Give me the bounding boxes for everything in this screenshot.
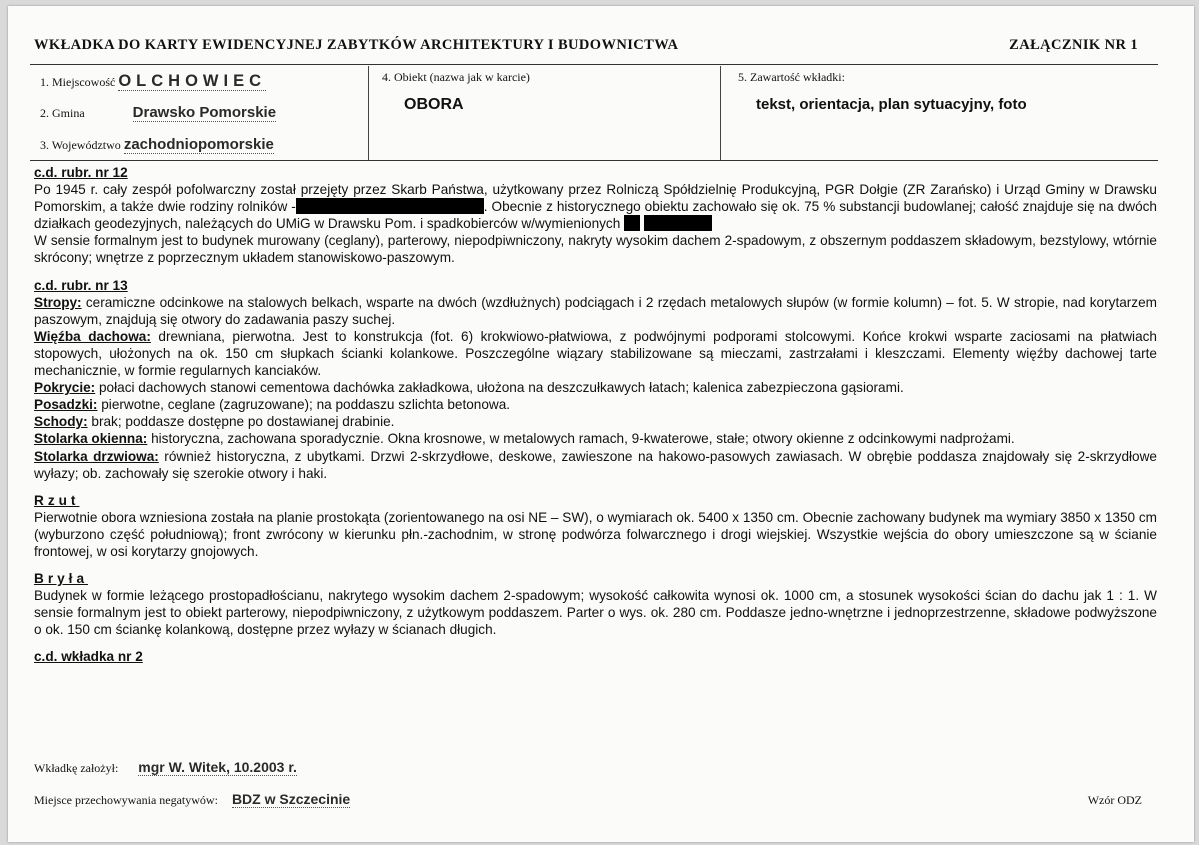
section-heading-rzut: Rzut [34,492,80,508]
rzut-paragraph: Pierwotnie obora wzniesiona została na planie prostokąta (zorientowanego na osi NE – SW), o wymiarach ok. 5400 x 1350 cm. Obecnie zachowany budynek ma wymiary 3850 x 1350 cm (wyburzono część południową); front zwrócony w kierunku płn.-zachodnim, w stronę podwórza folwarcznego i drogi wiejskiej. Wszystkie wejścia do obory umieszczone są w ścianie frontowej, w osi korytarzy gnojowych. [34,509,1157,559]
object-value: OBORA [404,96,464,113]
author-value: mgr W. Witek, 10.2003 r. [138,759,297,775]
entry-label: Pokrycie: [34,380,96,396]
field-contents-label: 5. Zawartość wkładki: [738,70,845,84]
stropy-entry [34,294,1157,328]
voivodeship-value: zachodniopomorskie [123,136,274,153]
entry-text: pierwotne, ceglane (zagruzowane); na poddaszu szlichta betonowa. [97,397,511,413]
entry-label: Stropy: [34,294,82,310]
column-divider [368,66,369,160]
top-rule [30,64,1158,65]
entry-label: Posadzki: [34,397,98,413]
commune-value: Drawsko Pomorskie [132,104,277,121]
stolarka-drzwiowa-entry [34,448,1157,482]
section-heading-12: c.d. rubr. nr 12 [34,165,128,180]
entry-label: Schody: [34,414,88,430]
field-voivodeship [40,136,274,153]
pokrycie-entry [34,379,1157,396]
attachment-number: ZAŁĄCZNIK NR 1 [1009,37,1138,53]
bryla-paragraph: Budynek w formie leżącego prostopadłościanu, nakrytego wysokim dachem 2-spadowym; wysokość całkowita wynosi ok. 1000 cm, a stosunek wysokości ścian do dachu jak 1 : 1. W sensie formalnym jest to obiekt parterowy, niepodpiwniczony, z użytkowym poddaszem. Parter o wys. ok. 280 cm. Poddasze jedno-wnętrzne i jednoprzestrzenne, składowe podwyższone o ok. 150 cm ściankę kolankową, dostępne przez wyłazy w ścianach długich. [34,588,1157,638]
section-12-paragraph-2: W sensie formalnym jest to budynek murowany (ceglany), parterowy, niepodpiwniczony, nakryty wysokim dachem 2-spadowym, z obszernym poddaszem składowym, bezstylowy, wtórnie skrócony; wnętrze z poprzecznym układem stanowiskowo-paszowym. [34,233,1157,266]
redaction-block [624,215,640,231]
schody-entry [34,413,1157,430]
section-heading-13: c.d. rubr. nr 13 [34,277,128,293]
entry-text: ceramiczne odcinkowe na stalowych belkach, wsparte na dwóch (wzdłużnych) podciągach i 2 rzędach metalowych słupów (w formie kolumn) – fot. 5. W stropie, nad korytarzem paszowym, znajdują się otwory do zadawania paszy suchej. [34,294,1157,327]
field-label: 2. Gmina [40,106,85,120]
contents-value: tekst, orientacja, plan sytuacyjny, foto [756,96,1027,113]
field-locality [40,72,266,91]
author-label: Wkładkę założył: [34,761,119,775]
author-line [34,759,297,776]
entry-text: połaci dachowych stanowi cementowa dachówka zakładkowa, ułożona na deszczułkawych łatach; kalenica zabezpieczona gąsiorami. [95,380,904,396]
section-12-paragraph [34,181,1157,232]
entry-text: również historyczna, z ubytkami. Drzwi 2-skrzydłowe, deskowe, zawieszone na hakowo-pasowych zawiasach. W obrębie poddasza znajdowały się 2-skrzydłowe wyłazy; ob. zachowały się szerokie otwory i haki. [34,448,1157,481]
entry-label: Więźba dachowa: [34,328,151,344]
continued-note: c.d. wkładka nr 2 [34,649,143,665]
stolarka-okienna-entry [34,430,1157,447]
entry-text: historyczna, zachowana sporadycznie. Okna krosnowe, w metalowych ramach, 9-kwaterowe, stałe; otwory okienne z odcinkowymi nadprożami. [147,431,1015,447]
document-body [34,164,1157,666]
field-commune [40,104,276,121]
entry-label: Stolarka drzwiowa: [34,448,159,464]
storage-line [34,791,350,808]
storage-label: Miejsce przechowywania negatywów: [34,793,218,807]
section-heading-bryla: Bryła [34,571,89,587]
entry-label: Stolarka okienna: [34,431,148,447]
column-divider [720,66,721,160]
paragraph-text: Po 1945 r. cały zespół pofolwarczny został przejęty przez Skarb Państwa, użytkowany przez Rolniczą Spółdzielnię Produkcyjną, PGR Dołgie (ZR Zarańsko) i Urząd Gminy w Drawsku Pomorskim, a także dwie rodziny rolników - [34,182,1157,215]
field-label: 1. Miejscowość [40,75,116,89]
field-label: 3. Województwo [40,138,121,152]
redaction-block [644,215,712,231]
field-object-label: 4. Obiekt (nazwa jak w karcie) [382,70,530,84]
locality-value: OLCHOWIEC [118,72,266,90]
entry-text: drewniana, pierwotna. Jest to konstrukcja (fot. 6) krokwiowo-płatwiowa, z podwójnymi podporami stolcowymi. Końce krokwi wsparte zaciosami na płatwiach stopowych, ułożonych na ok. 150 cm słupkach ścianki kolankowe. Poszczególne wiązary stabilizowane są mieczami, zastrzałami i kleszczami. Elementy więźby dachowej tarte mechanicznie, w formie regularnych kanciaków. [34,328,1157,379]
posadzki-entry [34,396,1157,413]
document-sheet [8,6,1194,842]
template-code: Wzór ODZ [1087,793,1142,807]
paragraph-text: . Obecnie z historycznego obiektu zachowało się ok. 75 % substancji budowlanej; całość znajduje się na dwóch działkach geodezyjnych, należących do UMiG w Drawsku Pom. i spadkobierców w/wymienionych [34,199,1157,232]
entry-text: brak; poddasze dostępne po dostawianej drabinie. [87,414,395,430]
storage-value: BDZ w Szczecinie [231,791,351,807]
wiezba-entry [34,328,1157,379]
redaction-block [296,198,484,214]
document-title: WKŁADKA DO KARTY EWIDENCYJNEJ ZABYTKÓW ARCHITEKTURY I BUDOWNICTWA [34,37,679,53]
header-fields-table [30,66,1158,161]
